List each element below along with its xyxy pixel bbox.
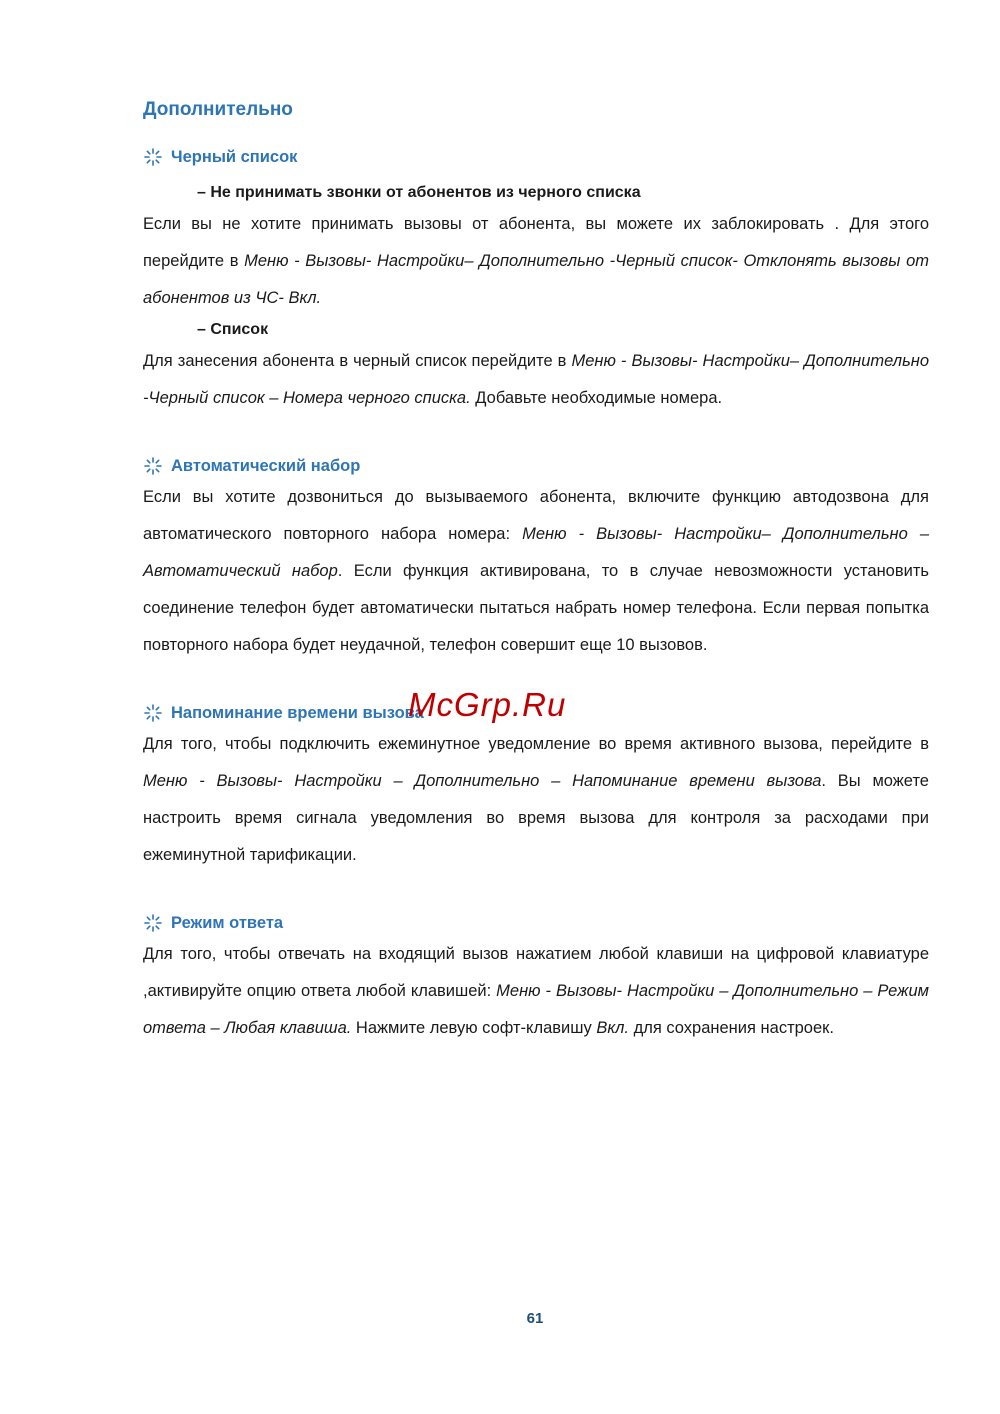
menu-path: Меню - Вызовы- Настройки – Дополнительно – Напоминание времени вызова [143,772,822,790]
section-heading-text: Черный список [171,148,298,166]
menu-path: Меню - Вызовы- Настройки– Дополнительно – Автоматический набор [143,525,929,580]
menu-path: Меню - Вызовы- Настройки– Дополнительно -Черный список – Номера черного списка. [143,352,930,407]
paragraph-reminder: Для того, чтобы подключить ежеминутное уведомление во время активного вызова, перейдите в Меню - Вызовы- Настройки – Дополнительно – Напоминание времени вызова. Вы можете настроить время сигнала уведомления во время вызова для контроля за расходами при ежеминутной тарификации. [143,735,929,864]
sparkle-icon [143,703,163,723]
section-heading-blacklist [143,144,929,170]
paragraph-blacklist-list: Для занесения абонента в черный список перейдите в Меню - Вызовы- Настройки– Дополнительно -Черный список – Номера черного списка. Добавьте необходимые номера. [143,352,930,407]
section-heading-text: Режим ответа [171,914,284,932]
sparkle-icon [143,147,163,167]
section-heading-text: Напоминание времени вызова [171,704,424,722]
watermark: McGrp.Ru [408,686,567,723]
menu-path: Меню - Вызовы- Настройки– Дополнительно -Черный список- Отклонять вызовы от абонентов из ЧС- Вкл. [143,252,929,307]
section-heading-answer [143,910,929,936]
paragraph-autodial: Если вы хотите дозвониться до вызываемого абонента, включите функцию автодозвона для автоматического повторного набора номера: Меню - Вызовы- Настройки– Дополнительно – Автоматический набор. Если функция активирована, то в случае невозможности установить соединение телефон будет автоматически пытаться набрать номер телефона. Если первая попытка повторного набора будет неудачной, телефон совершит еще 10 вызовов. [143,488,929,654]
sparkle-icon [143,913,163,933]
paragraph-blacklist-reject: Если вы не хотите принимать вызовы от абонента, вы можете их заблокировать . Для этого перейдите в Меню - Вызовы- Настройки– Дополнительно -Черный список- Отклонять вызовы от абонентов из ЧС- Вкл. [143,215,929,307]
page-number: 61 [526,1310,544,1327]
section-heading-autodial [143,453,929,479]
menu-path: Меню - Вызовы- Настройки – Дополнительно – Режим ответа – Любая клавиша. [143,982,929,1037]
page-title: Дополнительно [143,99,293,120]
subheading-list: – Список [197,321,269,338]
section-heading-text: Автоматический набор [171,457,361,475]
softkey-label: Вкл. [596,1019,629,1037]
page-content [143,96,929,1047]
paragraph-answer: Для того, чтобы отвечать на входящий вызов нажатием любой клавиши на цифровой клавиатуре ,активируйте опцию ответа любой клавишей: Меню - Вызовы- Настройки – Дополнительно – Режим ответа – Любая клавиша. Нажмите левую софт-клавишу Вкл. для сохранения настроек. [143,945,929,1037]
subheading-reject: – Не принимать звонки от абонентов из черного списка [197,184,641,201]
sparkle-icon [143,456,163,476]
